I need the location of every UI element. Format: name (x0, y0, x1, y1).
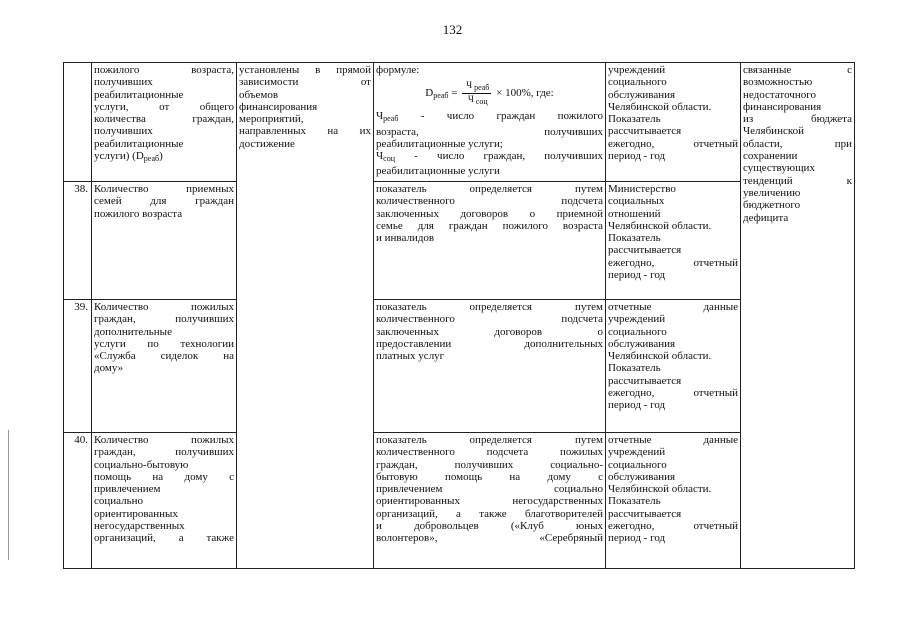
risks-cell (741, 63, 855, 569)
row-number: 40. (64, 433, 92, 569)
row-number-cell (64, 63, 92, 182)
data-source-cell (606, 433, 741, 569)
data-source-text: учреждений социального обслуживания Челябинской области. Показатель рассчитывается ежегодно, отчетный период - год (608, 64, 738, 163)
target-values-cell (237, 63, 374, 569)
calculation-method-cell (374, 300, 606, 433)
risks-text: связанные с возможностью недостаточного финансирования из бюджета Челябинской области, при сохранении существующих тенденций к увеличению бюджетного дефицита (743, 64, 852, 224)
indicator-name-cell (92, 300, 237, 433)
calculation-method-cell (374, 182, 606, 300)
calculation-method-text: показатель определяется путем количественного подсчета заключенных договоров о приемной семье для граждан пожилого возраста и инвалидов (376, 183, 603, 245)
table-row-continuation (64, 63, 855, 182)
data-source-cell (606, 300, 741, 433)
indicator-name-text: Количество приемных семей для граждан пожилого возраста (94, 183, 234, 220)
page-number: 132 (442, 22, 463, 37)
table-row-40 (64, 433, 855, 569)
indicators-table (63, 62, 855, 569)
table-row-39 (64, 300, 855, 433)
formula-definitions: $Ч_{реаб}$ - число граждан пожилого возраста, получивших реабилитационные услуги; $Ч_{соц}$ - число граждан, получивших реабилитационные услуги (376, 110, 603, 178)
data-source-cell (606, 182, 741, 300)
data-source-text: отчетные данные учреждений социального обслуживания Челябинской области. Показатель рассчитывается ежегодно, отчетный период - год (608, 301, 738, 412)
row-number: 39. (64, 300, 92, 433)
calculation-method-text: показатель определяется путем количественного подсчета пожилых граждан, получивших социально- бытовую помощь на дому с привлечением социально ориентированных негосударственных организаций, а также благотворителей и добровольцев («Клуб юных волонтеров», «Серебряный (376, 434, 603, 545)
indicator-name-text: Количество пожилых граждан, получивших социально-бытовую помощь на дому с привлечением социально ориентированных негосударственных организаций, а также (94, 434, 234, 545)
indicator-name-cell (92, 433, 237, 569)
indicator-name-text: пожилого возраста, получивших реабилитационные услуги, от общего количества граждан, получивших реабилитационные услуги) $(D_{реаб})$ (94, 64, 234, 164)
table-row-38 (64, 182, 855, 300)
row-number: 38. (64, 182, 92, 300)
data-source-text: Министерство социальных отношений Челябинской области. Показатель рассчитывается ежегодно, отчетный период - год (608, 183, 738, 282)
formula: $D_{реаб}$ = $\frac{Ч _{реаб}}{Ч _{соц}}$ × 100%, где: (425, 80, 554, 107)
calculation-method-text: показатель определяется путем количественного подсчета заключенных договоров о предоставлении дополнительных платных услуг (376, 301, 603, 363)
calculation-method-cell (374, 433, 606, 569)
calculation-method-cell (374, 63, 606, 182)
formula-intro: формуле: (376, 64, 420, 76)
data-source-text: отчетные данные учреждений социального обслуживания Челябинской области. Показатель рассчитывается ежегодно, отчетный период - год (608, 434, 738, 545)
target-values-text: установлены в прямой зависимости от объемов финансирования мероприятий, направленных на их достижение (239, 64, 371, 150)
scan-margin-mark (8, 430, 9, 560)
indicator-name-cell (92, 182, 237, 300)
indicator-name-text: Количество пожилых граждан, получивших дополнительные услуги по технологии «Служба сиделок на дому» (94, 301, 234, 375)
indicator-name-cell (92, 63, 237, 182)
data-source-cell (606, 63, 741, 182)
